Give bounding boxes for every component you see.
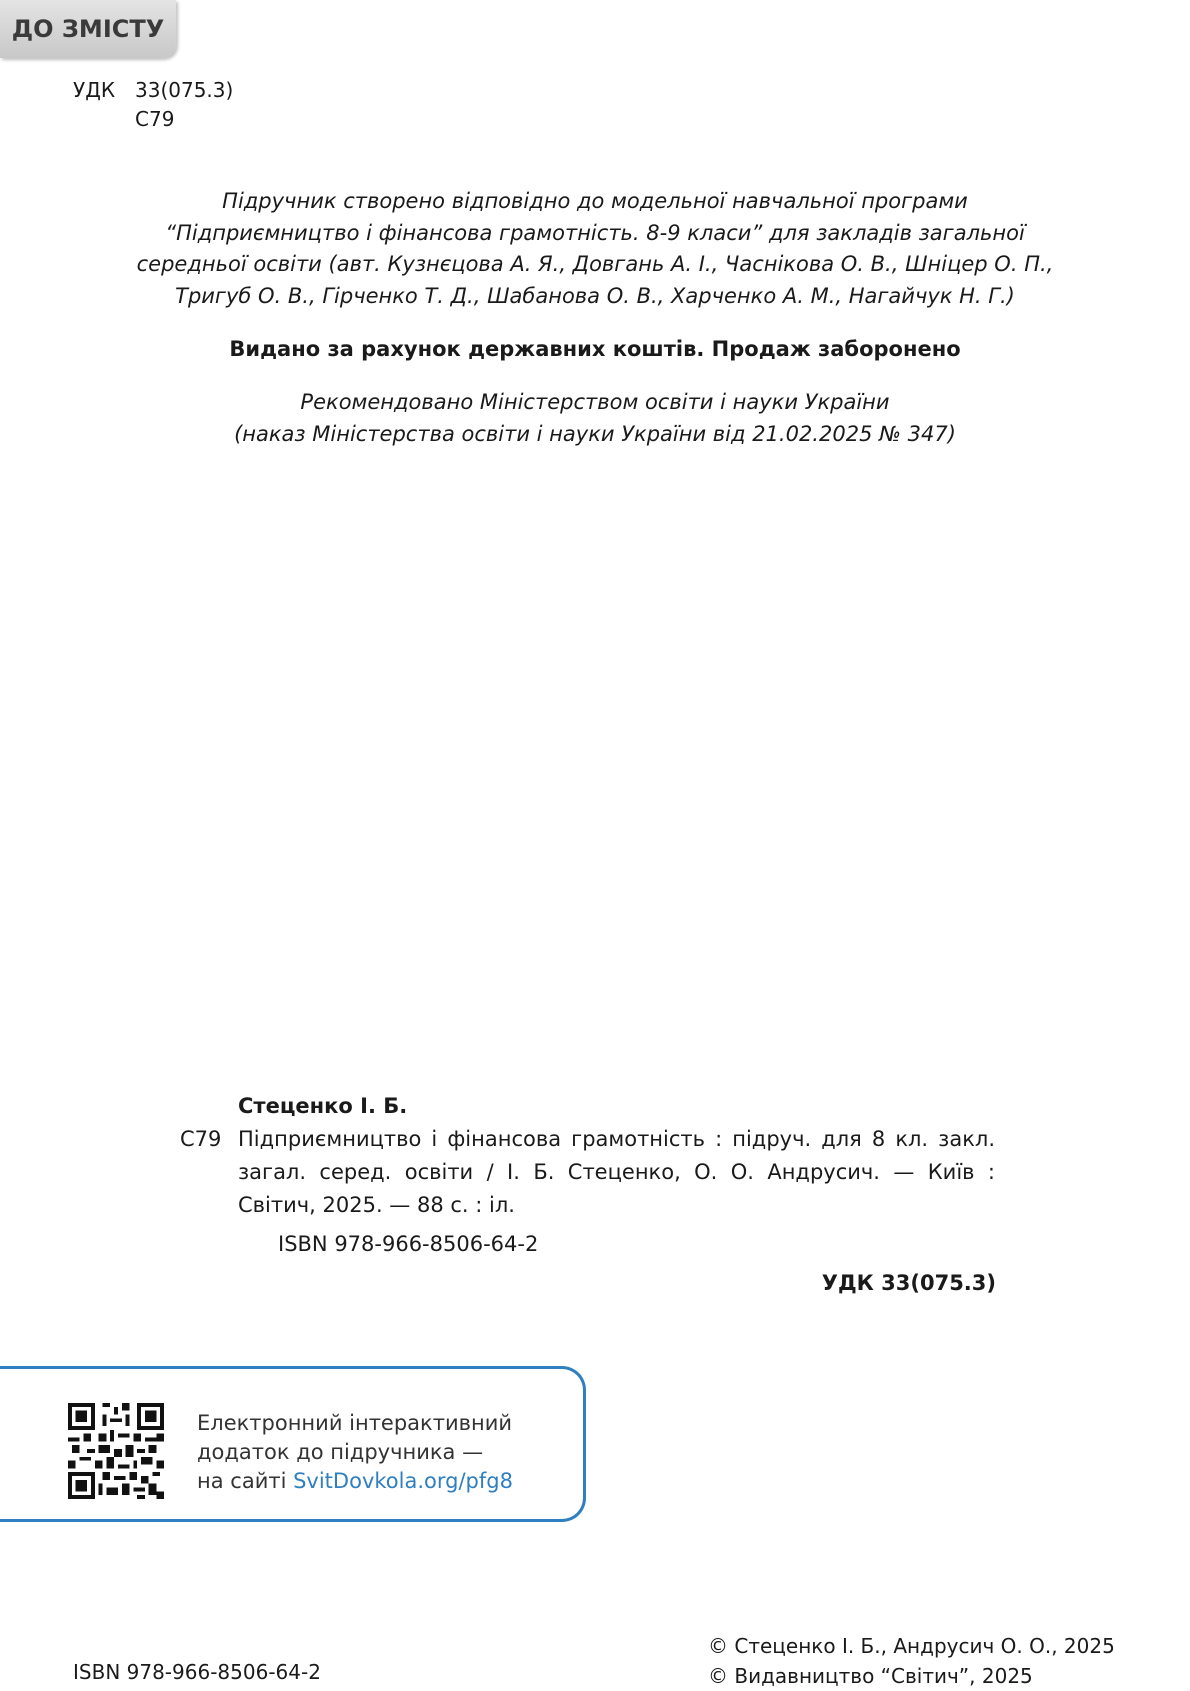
udk-label: УДК xyxy=(73,78,116,102)
biblio-isbn: ISBN 978-966-8506-64-2 xyxy=(278,1232,539,1256)
bibliographic-record xyxy=(180,1090,995,1261)
biblio-description: Підприємництво і фінансова грамотність : підруч. для 8 кл. закл. загал. серед. освіти / І. Б. Стеценко, О. О. Андрусич. — Київ : Світич, 2025. — 88 с. : іл. xyxy=(238,1127,995,1217)
ministry-recommendation xyxy=(0,387,1190,450)
copyright-authors: © Стеценко І. Б., Андрусич О. О., 2025 xyxy=(708,1634,1115,1658)
recommendation-line: Рекомендовано Міністерством освіти і науки України xyxy=(300,390,890,414)
udk-header xyxy=(73,76,233,134)
supplement-line xyxy=(197,1467,513,1496)
biblio-author: Стеценко І. Б. xyxy=(238,1094,408,1118)
interactive-supplement-box xyxy=(0,1366,586,1522)
supplement-text xyxy=(197,1409,513,1496)
qr-code-icon[interactable] xyxy=(68,1403,164,1499)
supplement-site-link[interactable]: SvitDovkola.org/pfg8 xyxy=(293,1469,513,1493)
toc-button[interactable]: ДО ЗМІСТУ xyxy=(0,0,176,58)
recommendation-line: (наказ Міністерства освіти і науки України від 21.02.2025 № 347) xyxy=(234,421,956,446)
author-cipher: С79 xyxy=(135,107,175,131)
supplement-site-prefix: на сайті xyxy=(197,1469,294,1493)
biblio-cipher: С79 xyxy=(180,1127,222,1151)
program-note xyxy=(0,186,1190,312)
footer-isbn: ISBN 978-966-8506-64-2 xyxy=(73,1660,321,1684)
state-funds-notice: Видано за рахунок державних коштів. Продаж заборонено xyxy=(229,337,961,361)
program-note-line: Підручник створено відповідно до модельної навчальної програми xyxy=(222,189,968,213)
supplement-line: додаток до підручника — xyxy=(197,1440,484,1464)
udk-code: 33(075.3) xyxy=(135,78,234,102)
copyright-block xyxy=(708,1631,1115,1691)
supplement-line: Електронний інтерактивний xyxy=(197,1411,513,1435)
udk-footer-code: УДК 33(075.3) xyxy=(821,1271,996,1295)
program-note-line: Тригуб О. В., Гірченко Т. Д., Шабанова О. В., Харченко А. М., Нагайчук Н. Г.) xyxy=(175,283,1015,308)
copyright-publisher: © Видавництво “Світич”, 2025 xyxy=(708,1664,1033,1688)
program-note-line: “Підприємництво і фінансова грамотність. 8-9 класи” для закладів загальної xyxy=(165,220,1025,245)
program-note-line: середньої освіти (авт. Кузнєцова А. Я., Довгань А. І., Часнікова О. В., Шніцер О. П., xyxy=(136,252,1054,276)
